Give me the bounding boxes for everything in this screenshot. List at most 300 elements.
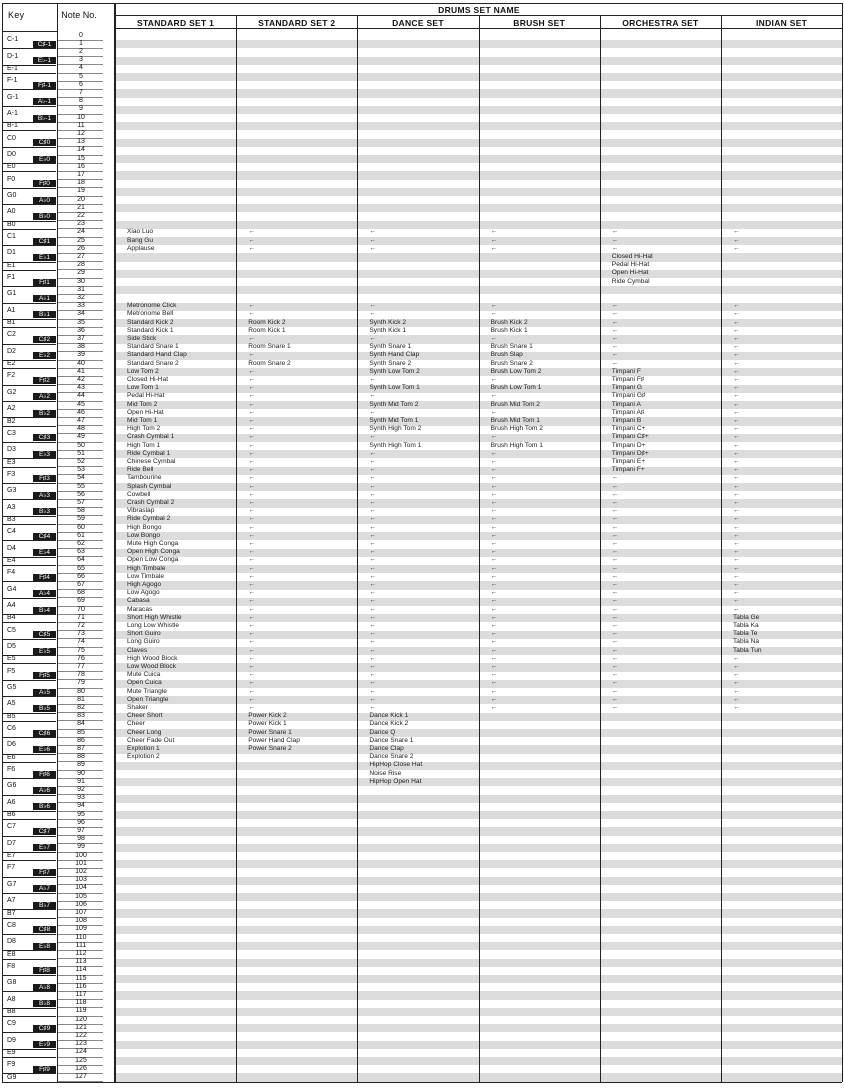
drum-sound-cell: Room Kick 2: [248, 318, 286, 326]
drum-sound-cell: ←: [248, 351, 255, 359]
note-number: 88: [77, 753, 85, 761]
drum-sound-cell: ←: [733, 408, 740, 416]
drum-sound-cell: ←: [733, 441, 740, 449]
drum-sound-cell: ←: [733, 548, 740, 556]
drum-sound-cell: ←: [248, 671, 255, 679]
drum-sound-cell: ←: [733, 425, 740, 433]
white-key-label: G3: [7, 487, 17, 495]
white-key-label: E5: [7, 655, 16, 663]
white-key-label: G2: [7, 388, 17, 396]
white-key-divider: [3, 385, 56, 386]
drum-sound-cell: Metronome Bell: [127, 310, 174, 318]
drums-set-name-header: DRUMS SET NAME: [438, 5, 520, 15]
white-key-label: A6: [7, 798, 16, 806]
drum-sound-cell: ←: [733, 244, 740, 252]
drum-sound-cell: ←: [248, 507, 255, 515]
black-key: F♯6: [33, 771, 56, 778]
white-key-label: D9: [7, 1036, 16, 1044]
drum-sound-cell: ←: [733, 334, 740, 342]
white-key-label: E4: [7, 556, 16, 564]
note-number: 98: [77, 835, 85, 843]
drum-sound-cell: ←: [490, 556, 498, 564]
drum-sound-cell: Timpani D♯+: [611, 449, 649, 457]
drum-sound-cell: ←: [611, 671, 619, 679]
drum-sound-cell: ←: [611, 548, 619, 556]
note-number: 114: [75, 966, 87, 974]
drum-sound-cell: ←: [248, 433, 255, 441]
drum-sound-cell: ←: [733, 490, 740, 498]
note-number: 112: [75, 949, 87, 957]
white-key-divider: [3, 48, 56, 49]
drum-sound-cell: Tabla Tun: [733, 646, 762, 654]
drum-sound-cell: ←: [490, 490, 498, 498]
drum-sound-cell: Brush Snare 2: [490, 359, 533, 367]
drum-sound-cell: ←: [248, 613, 255, 621]
note-number: 122: [75, 1031, 87, 1039]
drum-sound-cell: Cheer Long: [127, 728, 162, 736]
white-key-divider: [3, 762, 56, 763]
white-key-divider: [3, 680, 56, 681]
drum-sound-cell: ←: [490, 244, 498, 252]
note-number: 102: [75, 867, 87, 875]
note-number: 14: [77, 146, 85, 154]
note-number: 37: [77, 334, 85, 342]
white-key-divider: [3, 975, 56, 976]
white-key-label: B-1: [7, 122, 18, 130]
note-number: 50: [77, 441, 85, 449]
drum-sound-cell: Pedal Hi-Hat: [127, 392, 165, 400]
white-key-label: G7: [7, 880, 17, 888]
drum-sound-cell: Synth Low Tom 1: [369, 384, 420, 392]
set-column-divider: [236, 15, 237, 1082]
drum-sound-cell: ←: [369, 474, 376, 482]
drum-sound-cell: ←: [733, 343, 740, 351]
drum-sound-cell: Tambourine: [127, 474, 162, 482]
note-number: 59: [77, 515, 85, 523]
drum-sound-cell: ←: [369, 589, 376, 597]
note-number: 111: [75, 941, 87, 949]
black-key: A♭0: [33, 197, 56, 204]
drum-sound-cell: ←: [611, 646, 619, 654]
note-number: 108: [75, 917, 87, 925]
drum-sound-cell: ←: [733, 687, 740, 695]
drum-sound-cell: ←: [248, 654, 255, 662]
drum-sound-cell: ←: [490, 457, 498, 465]
key-header: Key: [8, 10, 25, 20]
drum-sound-cell: Brush Mid Tom 1: [490, 416, 540, 424]
drum-sound-cell: High Tom 1: [127, 441, 161, 449]
note-number: 62: [77, 539, 85, 547]
white-key-divider: [3, 991, 56, 992]
black-key: B♭5: [33, 705, 56, 712]
note-number: 103: [75, 876, 87, 884]
drum-sound-cell: Closed Hi-Hat: [127, 375, 169, 383]
drum-sound-cell: ←: [369, 228, 376, 236]
drum-sound-cell: ←: [369, 539, 376, 547]
note-number: 100: [75, 851, 87, 859]
drum-sound-cell: Standard Kick 2: [127, 318, 174, 326]
drum-sound-cell: Timpani E+: [611, 457, 646, 465]
drum-sound-cell: ←: [611, 613, 619, 621]
black-key: E♭5: [33, 648, 56, 655]
drum-sound-cell: ←: [733, 384, 740, 392]
note-number: 8: [79, 97, 83, 105]
black-key: E♭6: [33, 746, 56, 753]
drum-sound-cell: Explotion 2: [127, 753, 160, 761]
note-number: 3: [79, 56, 83, 64]
note-number: 57: [77, 498, 85, 506]
drum-sound-cell: ←: [490, 630, 498, 638]
drum-sound-cell: ←: [490, 695, 498, 703]
drum-sound-cell: ←: [248, 523, 255, 531]
drum-sound-cell: ←: [733, 359, 740, 367]
note-number: 84: [77, 720, 85, 728]
drum-sound-cell: Cabasa: [127, 597, 150, 605]
black-key: E♭3: [33, 451, 56, 458]
drum-sound-cell: ←: [611, 228, 619, 236]
drum-sound-cell: ←: [490, 638, 498, 646]
outer-right-rule: [842, 3, 843, 1082]
note-number: 42: [77, 375, 85, 383]
drum-sound-cell: ←: [248, 695, 255, 703]
drum-sound-cell: ←: [369, 695, 376, 703]
white-key-divider: [3, 344, 56, 345]
drum-sound-cell: ←: [490, 334, 498, 342]
white-key-label: F4: [7, 569, 16, 577]
drum-sound-cell: ←: [369, 630, 376, 638]
drum-sound-cell: ←: [490, 498, 498, 506]
drum-sound-cell: ←: [248, 392, 255, 400]
note-number: 106: [75, 900, 87, 908]
drum-sound-cell: Closed Hi-Hat: [611, 252, 653, 260]
drum-sound-cell: ←: [611, 572, 619, 580]
white-key-label: A4: [7, 602, 16, 609]
drum-sound-cell: ←: [248, 605, 255, 613]
drum-sound-cell: Side Stick: [127, 334, 157, 342]
black-key: A♭-1: [33, 98, 56, 105]
drum-sound-cell: ←: [369, 408, 376, 416]
set-name-header: BRUSH SET: [513, 18, 566, 28]
black-key: A♭7: [33, 885, 56, 892]
note-number: 69: [77, 597, 85, 605]
drum-sound-cell: Crash Cymbal 2: [127, 498, 175, 506]
drum-sound-cell: ←: [611, 351, 619, 359]
note-number: 110: [75, 933, 87, 941]
drum-sound-cell: ←: [733, 228, 740, 236]
note-set-divider: [114, 3, 116, 1082]
white-key-label: F3: [7, 470, 16, 478]
drum-sound-cell: ←: [248, 375, 255, 383]
drum-sound-cell: Tabla Ka: [733, 621, 759, 629]
white-key-divider: [3, 89, 56, 90]
drum-sound-cell: ←: [248, 564, 255, 572]
drum-sound-cell: ←: [611, 343, 619, 351]
drum-sound-cell: High Bongo: [127, 523, 162, 531]
drum-sound-cell: ←: [733, 367, 740, 375]
drum-sound-cell: ←: [733, 507, 740, 515]
drum-sound-cell: ←: [490, 507, 498, 515]
note-number: 21: [77, 203, 85, 211]
white-key-divider: [3, 524, 56, 525]
note-number: 13: [77, 138, 85, 146]
note-number: 19: [77, 187, 85, 195]
drum-sound-cell: Xiao Luo: [127, 228, 154, 236]
set-column-divider: [479, 15, 480, 1082]
drum-sound-cell: Power Hand Clap: [248, 736, 300, 744]
drum-sound-cell: Pedal Hi-Hat: [611, 261, 650, 269]
note-number: 126: [75, 1064, 87, 1072]
drum-sound-cell: ←: [733, 449, 740, 457]
drum-sound-cell: ←: [248, 630, 255, 638]
note-number: 101: [75, 859, 87, 867]
black-key: E♭7: [33, 844, 56, 851]
drum-sound-cell: Mute Cuica: [127, 671, 161, 679]
drum-sound-cell: Dance Kick 2: [369, 720, 409, 728]
black-key: A♭5: [33, 689, 56, 696]
note-number: 85: [77, 728, 85, 736]
note-number: 72: [77, 621, 85, 629]
drum-sound-cell: Synth Kick 1: [369, 326, 407, 334]
drum-sound-cell: ←: [248, 334, 255, 342]
drum-sound-cell: Synth High Tom 2: [369, 425, 422, 433]
drum-sound-cell: Maracas: [127, 605, 153, 613]
white-key-label: E-1: [7, 64, 18, 72]
note-number: 124: [75, 1048, 87, 1056]
black-key: F♯7: [33, 869, 56, 876]
drum-sound-cell: ←: [490, 375, 498, 383]
set-name-header: INDIAN SET: [756, 18, 808, 28]
note-number: 65: [77, 564, 85, 572]
drum-sound-cell: Brush Low Tom 1: [490, 384, 542, 392]
drum-sound-cell: ←: [733, 498, 740, 506]
note-number: 7: [79, 88, 83, 96]
white-key-divider: [3, 934, 56, 935]
note-number: 64: [77, 556, 85, 564]
drum-sound-cell: Cheer: [127, 720, 145, 728]
drum-sound-cell: Room Snare 1: [248, 343, 291, 351]
white-key-label: A0: [7, 208, 16, 216]
note-number: 29: [77, 269, 85, 277]
note-number: 105: [75, 892, 87, 900]
white-key-divider: [3, 860, 56, 861]
drum-sound-cell: ←: [248, 367, 255, 375]
drum-sound-cell: ←: [733, 400, 740, 408]
white-key-label: D0: [7, 151, 16, 158]
drum-sound-cell: ←: [490, 671, 498, 679]
note-number: 44: [77, 392, 85, 400]
drum-sound-cell: ←: [248, 597, 255, 605]
drum-sound-cell: ←: [248, 556, 255, 564]
note-number: 77: [77, 662, 85, 670]
note-number: 61: [77, 531, 85, 539]
drum-sound-cell: Power Snare 2: [248, 744, 292, 752]
drum-sound-cell: ←: [490, 589, 498, 597]
drum-sound-cell: ←: [248, 646, 255, 654]
drum-sound-cell: Timpani D+: [611, 441, 646, 449]
drum-sound-cell: ←: [733, 482, 740, 490]
note-number: 118: [75, 999, 87, 1007]
note-number: 95: [77, 810, 85, 818]
drum-sound-cell: ←: [369, 490, 376, 498]
drum-sound-cell: Synth Kick 2: [369, 318, 407, 326]
drum-sound-cell: ←: [611, 515, 619, 523]
drum-sound-cell: ←: [611, 695, 619, 703]
white-key-divider: [3, 565, 56, 566]
note-number: 109: [75, 925, 87, 933]
drum-sound-cell: ←: [611, 564, 619, 572]
white-key-divider: [3, 229, 56, 230]
white-key-label: D1: [7, 249, 16, 257]
white-key-divider: [3, 73, 56, 74]
note-number: 79: [77, 679, 85, 687]
drum-sound-cell: Room Snare 2: [248, 359, 291, 367]
black-key: F♯1: [33, 279, 56, 286]
note-number: 73: [77, 630, 85, 638]
drum-sound-cell: ←: [490, 515, 498, 523]
drum-sound-cell: ←: [248, 449, 255, 457]
drum-sound-cell: ←: [369, 244, 376, 252]
drum-sound-cell: Short High Whistle: [127, 613, 182, 621]
drum-sound-cell: Mute High Conga: [127, 539, 179, 547]
white-key-label: C1: [7, 233, 16, 240]
white-key-label: D6: [7, 741, 16, 749]
white-key-divider: [3, 442, 56, 443]
note-number: 25: [77, 236, 85, 244]
drum-sound-cell: Ride Cymbal: [611, 277, 650, 285]
black-key: F♯8: [33, 967, 56, 974]
white-key-divider: [3, 737, 56, 738]
drum-sound-cell: ←: [611, 703, 619, 711]
white-key-label: D7: [7, 839, 16, 847]
drum-sound-cell: High Timbale: [127, 564, 166, 572]
drum-sound-cell: ←: [733, 236, 740, 244]
drum-sound-cell: Brush Kick 1: [490, 326, 528, 334]
drum-sound-cell: ←: [248, 638, 255, 646]
drum-sound-cell: Dance Clap: [369, 744, 404, 752]
note-number: 0: [79, 31, 83, 39]
white-key-divider: [3, 893, 56, 894]
drum-sound-cell: ←: [733, 433, 740, 441]
drum-sound-cell: ←: [369, 572, 376, 580]
note-number: 35: [77, 318, 85, 326]
drum-sound-cell: ←: [490, 474, 498, 482]
drum-sound-cell: ←: [369, 564, 376, 572]
drum-sound-cell: ←: [490, 228, 498, 236]
note-number: 125: [75, 1056, 87, 1064]
black-key: A♭6: [33, 787, 56, 794]
drum-sound-cell: ←: [248, 474, 255, 482]
drum-sound-cell: ←: [733, 662, 740, 670]
note-number: 11: [77, 121, 85, 129]
drum-sound-cell: ←: [248, 687, 255, 695]
drum-sound-cell: ←: [490, 302, 498, 310]
note-number: 99: [77, 843, 85, 851]
set-column-divider: [600, 15, 601, 1082]
drum-sound-cell: Standard Snare 2: [127, 359, 179, 367]
drum-sound-cell: ←: [611, 597, 619, 605]
drum-sound-cell: ←: [248, 441, 255, 449]
white-key-label: C3: [7, 429, 16, 437]
black-key: F♯0: [33, 180, 56, 187]
white-key-label: G5: [7, 684, 17, 691]
black-key: C♯9: [33, 1025, 56, 1032]
note-number: 10: [77, 113, 85, 121]
drum-sound-cell: Synth Mid Tom 2: [369, 400, 419, 408]
white-key-label: E1: [7, 261, 16, 269]
drum-sound-cell: ←: [611, 482, 619, 490]
white-key-label: F5: [7, 667, 16, 675]
drum-sound-cell: Open Low Conga: [127, 556, 179, 564]
white-key-label: C5: [7, 626, 16, 634]
drum-sound-cell: ←: [248, 408, 255, 416]
drum-sound-cell: ←: [369, 433, 376, 441]
black-key: E♭0: [33, 156, 56, 163]
white-key-label: E6: [7, 753, 16, 761]
drum-sound-cell: ←: [733, 392, 740, 400]
drum-sound-cell: Noise Rise: [369, 769, 402, 777]
drum-sound-cell: Bang Gu: [127, 236, 154, 244]
drum-sound-cell: ←: [369, 662, 376, 670]
drum-sound-cell: ←: [248, 498, 255, 506]
drum-sound-cell: Ride Bell: [127, 466, 154, 474]
note-number: 97: [77, 826, 85, 834]
drum-sound-cell: Brush Low Tom 2: [490, 367, 542, 375]
note-number: 39: [77, 351, 85, 359]
drum-sound-cell: Claves: [127, 646, 148, 654]
note-number: 43: [77, 384, 85, 392]
note-number: 91: [77, 777, 85, 785]
black-key: A♭4: [33, 590, 56, 597]
black-key: B♭2: [33, 410, 56, 417]
drum-sound-cell: Splash Cymbal: [127, 482, 172, 490]
black-key: C♯7: [33, 828, 56, 835]
white-key-divider: [3, 721, 56, 722]
black-key: F♯-1: [33, 82, 56, 89]
drum-sound-cell: Vibraslap: [127, 507, 155, 515]
drum-sound-cell: ←: [369, 531, 376, 539]
drum-sound-cell: Brush Mid Tom 2: [490, 400, 540, 408]
note-number: 74: [77, 638, 85, 646]
drum-sound-cell: ←: [369, 654, 376, 662]
drum-sound-cell: ←: [248, 679, 255, 687]
drum-sound-cell: Standard Hand Clap: [127, 351, 187, 359]
white-key-divider: [3, 696, 56, 697]
drum-sound-cell: ←: [611, 359, 619, 367]
drum-sound-cell: High Agogo: [127, 580, 162, 588]
drum-sound-cell: ←: [248, 662, 255, 670]
black-key: E♭4: [33, 549, 56, 556]
drum-sound-cell: ←: [611, 498, 619, 506]
white-key-label: G6: [7, 782, 17, 790]
note-number: 78: [77, 671, 85, 679]
drum-sound-cell: Timpani F♯: [611, 375, 645, 383]
set-name-header: DANCE SET: [392, 18, 444, 28]
drum-sound-cell: ←: [369, 523, 376, 531]
note-number: 24: [77, 228, 85, 236]
drum-sound-cell: Timpani A♯: [611, 408, 645, 416]
drum-sound-cell: ←: [490, 654, 498, 662]
black-key: B♭3: [33, 508, 56, 515]
drum-sound-cell: ←: [248, 457, 255, 465]
drum-sound-cell: Shaker: [127, 703, 148, 711]
drum-sound-cell: ←: [611, 474, 619, 482]
drum-sound-cell: ←: [248, 236, 255, 244]
white-key-label: G9: [7, 1073, 17, 1081]
drum-sound-cell: ←: [611, 605, 619, 613]
drum-sound-cell: ←: [733, 654, 740, 662]
black-key: C♯-1: [33, 41, 56, 48]
drum-sound-cell: ←: [611, 687, 619, 695]
